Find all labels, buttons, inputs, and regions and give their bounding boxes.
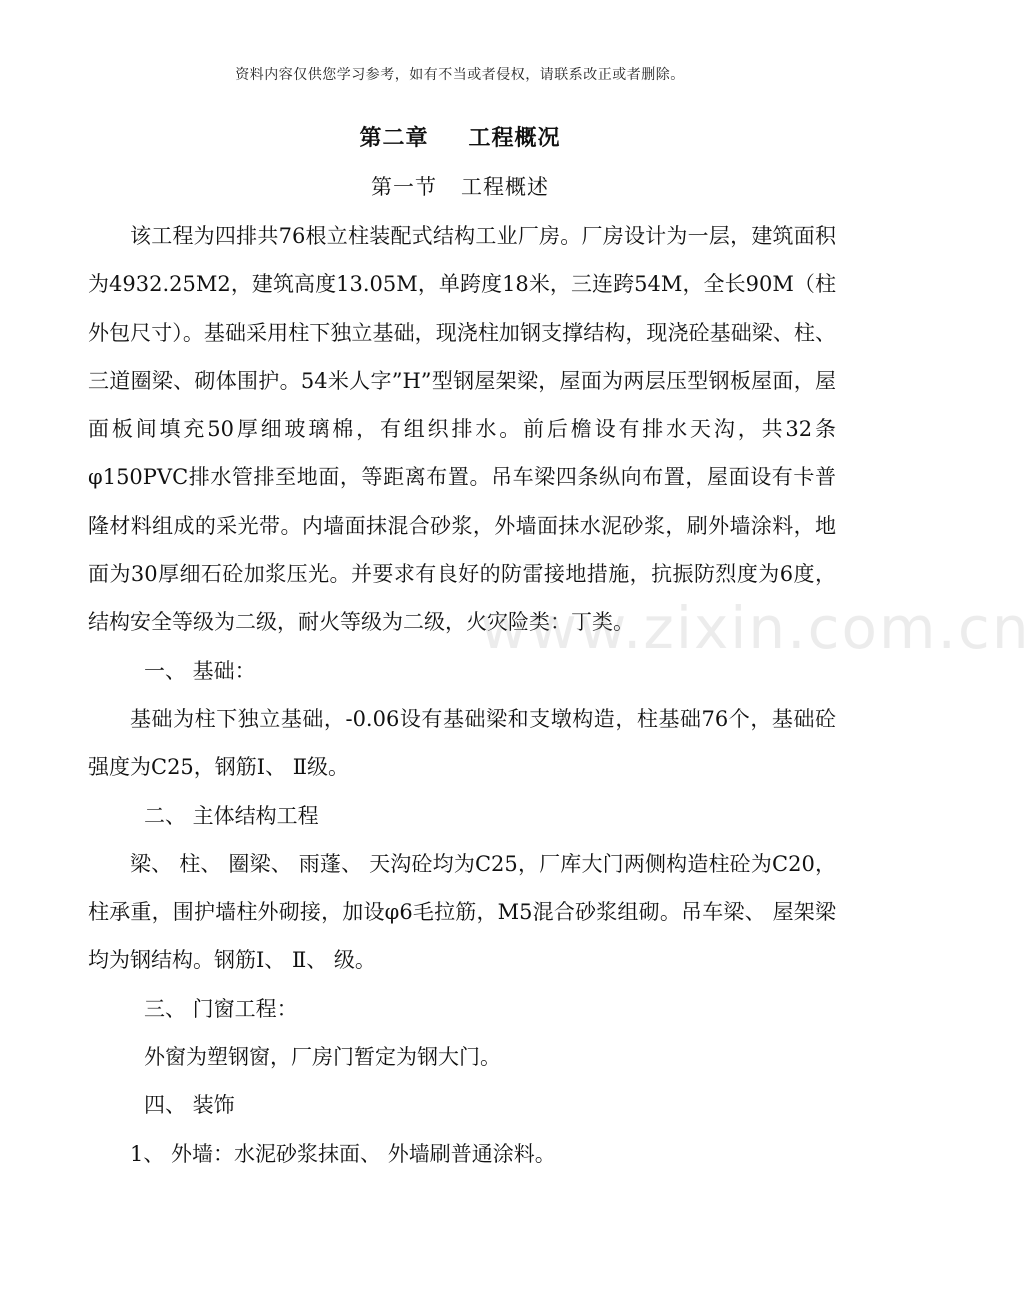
- chapter-title: [0, 121, 920, 152]
- section-text-structure: 梁、 柱、 圈梁、 雨蓬、 天沟砼均为C25，厂库大门两侧构造柱砼为C20，柱承重，围护墙柱外砌接，加设φ6毛拉筋，M5混合砂浆组砌。吊车梁、 屋架梁均为钢结构。钢筋Ⅰ、 Ⅱ、 级。: [88, 851, 836, 973]
- section-heading-structure: 二、 主体结构工程: [144, 803, 319, 828]
- chapter-name: 工程概况: [468, 126, 561, 151]
- section-name: 工程概述: [461, 175, 549, 199]
- document-body: [88, 212, 836, 1178]
- section-text-decoration: 1、 外墙：水泥砂浆抹面、 外墙刷普通涂料。: [130, 1141, 556, 1166]
- section-text-doors-windows: 外窗为塑钢窗，厂房门暂定为钢大门。: [144, 1045, 501, 1070]
- watermark: www.zixin.com.cn: [480, 594, 1031, 662]
- section-text-foundation: 基础为柱下独立基础，-0.06设有基础梁和支墩构造，柱基础76个，基础砼强度为C25，钢筋Ⅰ、 Ⅱ级。: [88, 706, 836, 780]
- chapter-number: 第二章: [359, 126, 429, 151]
- section-heading-decoration: 四、 装饰: [144, 1093, 235, 1118]
- section-title: [0, 171, 920, 201]
- section-heading-doors-windows: 三、 门窗工程：: [144, 996, 298, 1021]
- section-heading-foundation: 一、 基础：: [144, 658, 256, 683]
- disclaimer-header: 资料内容仅供您学习参考，如有不当或者侵权，请联系改正或者删除。: [235, 67, 685, 83]
- section-number: 第一节: [371, 175, 437, 199]
- overview-paragraph: 该工程为四排共76根立柱装配式结构工业厂房。厂房设计为一层，建筑面积为4932.25M2，建筑高度13.05M，单跨度18米，三连跨54M，全长90M（柱外包尺寸）。基础采用柱下独立基础，现浇柱加钢支撑结构，现浇砼基础梁、柱、三道圈梁、砌体围护。54米人字”H”型钢屋架梁，屋面为两层压型钢板屋面，屋面板间填充50厚细玻璃棉，有组织排水。前后檐设有排水天沟，共32条φ150PVC排水管排至地面，等距离布置。吊车梁四条纵向布置，屋面设有卡普隆材料组成的采光带。内墙面抹混合砂浆，外墙面抹水泥砂浆，刷外墙涂料，地面为30厚细石砼加浆压光。并要求有良好的防雷接地措施，抗振防烈度为6度，结构安全等级为二级，耐火等级为二级，火灾险类：丁类。: [88, 224, 836, 635]
